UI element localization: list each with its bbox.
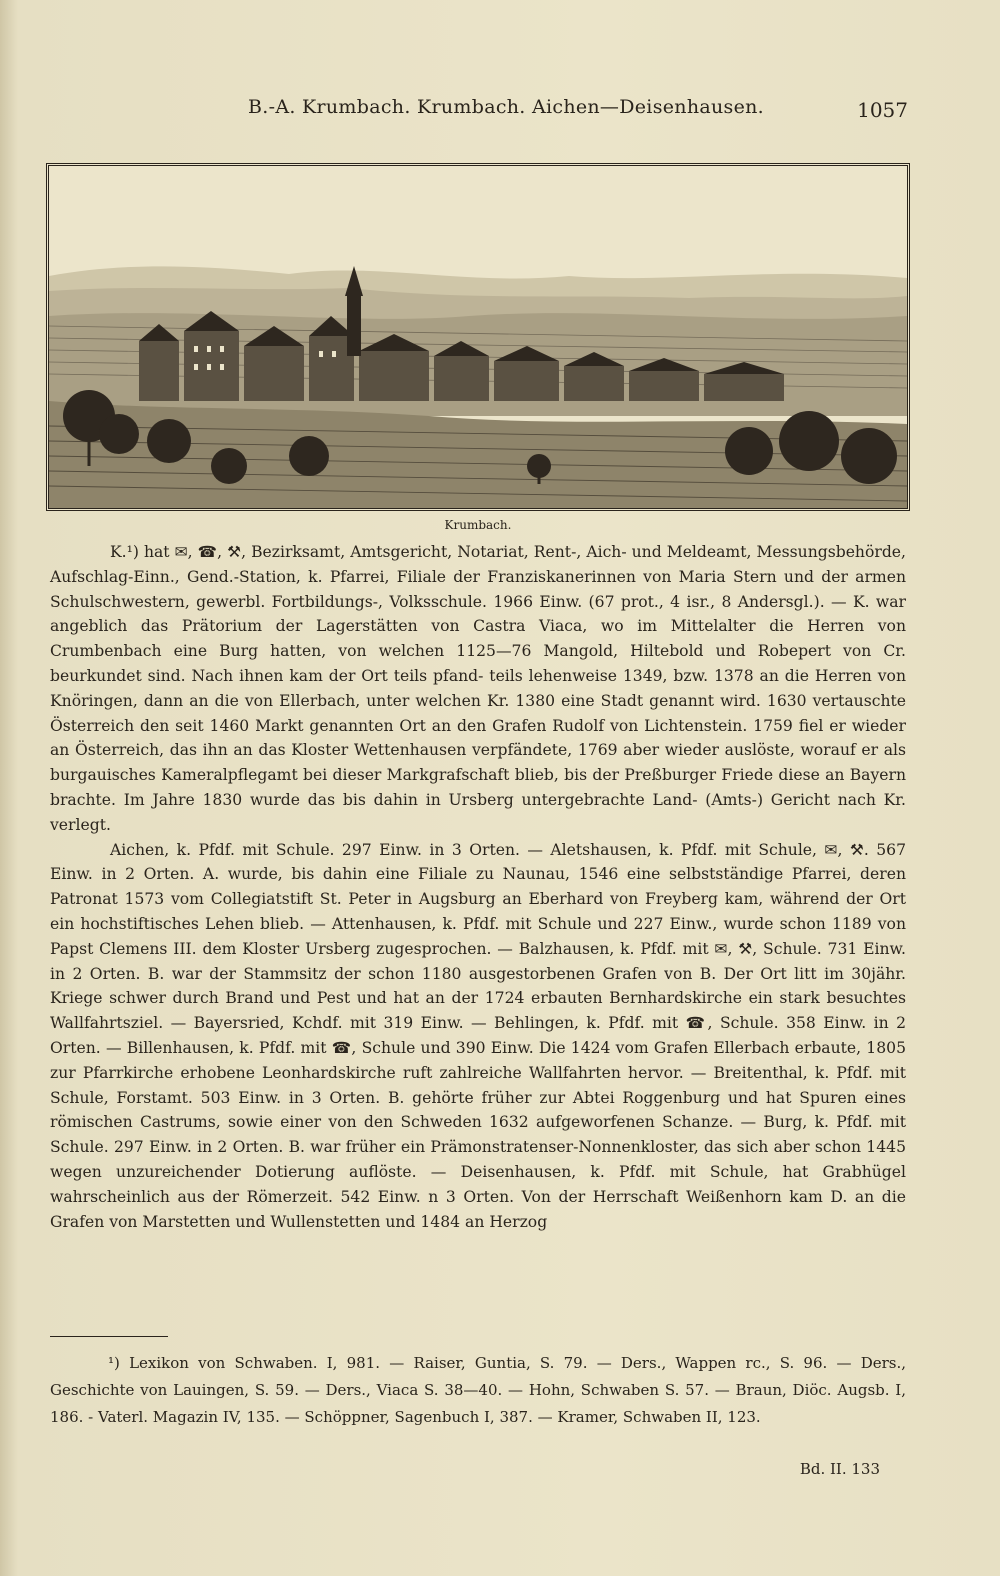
footnote-divider [50,1336,168,1337]
krumbach-engraving [46,163,910,511]
footnote [50,1350,906,1431]
header-title: B.-A. Krumbach. Krumbach. Aichen—Deisenhausen. [248,96,764,118]
paragraph-villages: Aichen, k. Pfdf. mit Schule. 297 Einw. in 3 Orten. — Aletshausen, k. Pfdf. mit Schule, ✉, ⚒. 567 Einw. in 2 Orten. A. wurde, bis dahin eine Filiale zu Naunau, 1546 eine selbstständige Pfarrei, deren Patronat 1573 vom Collegiatstift St. Peter in Augsburg an Eberhard von Freyberg kam, während der Ort ein hochstiftisches Lehen blieb. — Attenhausen, k. Pfdf. mit Schule und 227 Einw., wurde schon 1189 von Papst Clemens III. dem Kloster Ursberg zugesprochen. — Balzhausen, k. Pfdf. mit ✉, ⚒, Schule. 731 Einw. in 2 Orten. B. war der Stammsitz der schon 1180 ausgestorbenen Grafen von B. Der Ort litt im 30jähr. Kriege schwer durch Brand und Pest und hat an der 1724 erbauten Bernhardskirche ein stark besuchtes Wallfahrtsziel. — Bayersried, Kchdf. mit 319 Einw. — Behlingen, k. Pfdf. mit ☎, Schule. 358 Einw. in 2 Orten. — Billenhausen, k. Pfdf. mit ☎, Schule und 390 Einw. Die 1424 vom Grafen Ellerbach erbaute, 1805 zur Pfarrkirche erhobene Leonhardskirche ruft zahlreiche Wallfahrten hervor. — Breitenthal, k. Pfdf. mit Schule, Forstamt. 503 Einw. in 3 Orten. B. gehörte früher zur Abtei Roggenburg und hat Spuren eines römischen Castrums, sowie einer von den Schweden 1632 aufgeworfenen Schanze. — Burg, k. Pfdf. mit Schule. 297 Einw. in 2 Orten. B. war früher ein Prämonstratenser-Nonnenkloster, das sich aber schon 1445 wegen unzureichender Dotierung auflöste. — Deisenhausen, k. Pfdf. mit Schule, hat Grabhügel wahrscheinlich aus der Römerzeit. 542 Einw. n 3 Orten. Von der Herrschaft Weißenhorn kam D. an die Grafen von Marstetten und Wullenstetten und 1484 an Herzog [50,840,906,1231]
main-text [50,540,906,1234]
landscape-illustration [49,166,907,508]
signature-mark: Bd. II. 133 [799,1460,880,1478]
page-number: 1057 [857,98,908,122]
running-header [48,96,908,130]
footnote-text: ¹) Lexikon von Schwaben. I, 981. — Raiser, Guntia, S. 79. — Ders., Wappen rc., S. 96. — Ders., Geschichte von Lauingen, S. 59. — Ders., Viaca S. 38—40. — Hohn, Schwaben S. 57. — Braun, Diöc. Augsb. I, 186. - Vaterl. Magazin IV, 135. — Schöppner, Sagenbuch I, 387. — Kramer, Schwaben II, 123. [50,1354,906,1426]
figure-caption: Krumbach. [444,518,512,532]
paragraph-krumbach: K.¹) hat ✉, ☎, ⚒, Bezirksamt, Amtsgericht, Notariat, Rent-, Aich- und Meldeamt, Messungsbehörde, Aufschlag-Einn., Gend.-Station, k. Pfarrei, Filiale der Franziskanerinnen von Maria Stern und der armen Schulschwestern, gewerbl. Fortbildungs-, Volksschule. 1966 Einw. (67 prot., 4 isr., 8 Andersgl.). — K. war angeblich das Prätorium der Lagerstätten von Castra Viaca, wo im Mittelalter die Herren von Crumbenbach eine Burg hatten, von welchen 1125—76 Mangold, Hiltebold und Robepert von Cr. beurkundet sind. Nach ihnen kam der Ort teils pfand- teils lehenweise 1349, bzw. 1378 an die Herren von Knöringen, dann an die von Ellerbach, unter welchen Kr. 1380 eine Stadt genannt wird. 1630 vertauschte Österreich den seit 1460 Markt genannten Ort an den Grafen Rudolf von Lichtenstein. 1759 fiel er wieder an Österreich, das ihn an das Kloster Wettenhausen verpfändete, 1769 aber wieder auslöste, worauf er als burgauisches Kameralpflegamt bei dieser Markgrafschaft blieb, bis der Preßburger Friede diese an Bayern brachte. Im Jahre 1830 wurde das bis dahin in Ursberg untergebrachte Land- (Amts-) Gericht nach Kr. verlegt. [50,543,906,834]
